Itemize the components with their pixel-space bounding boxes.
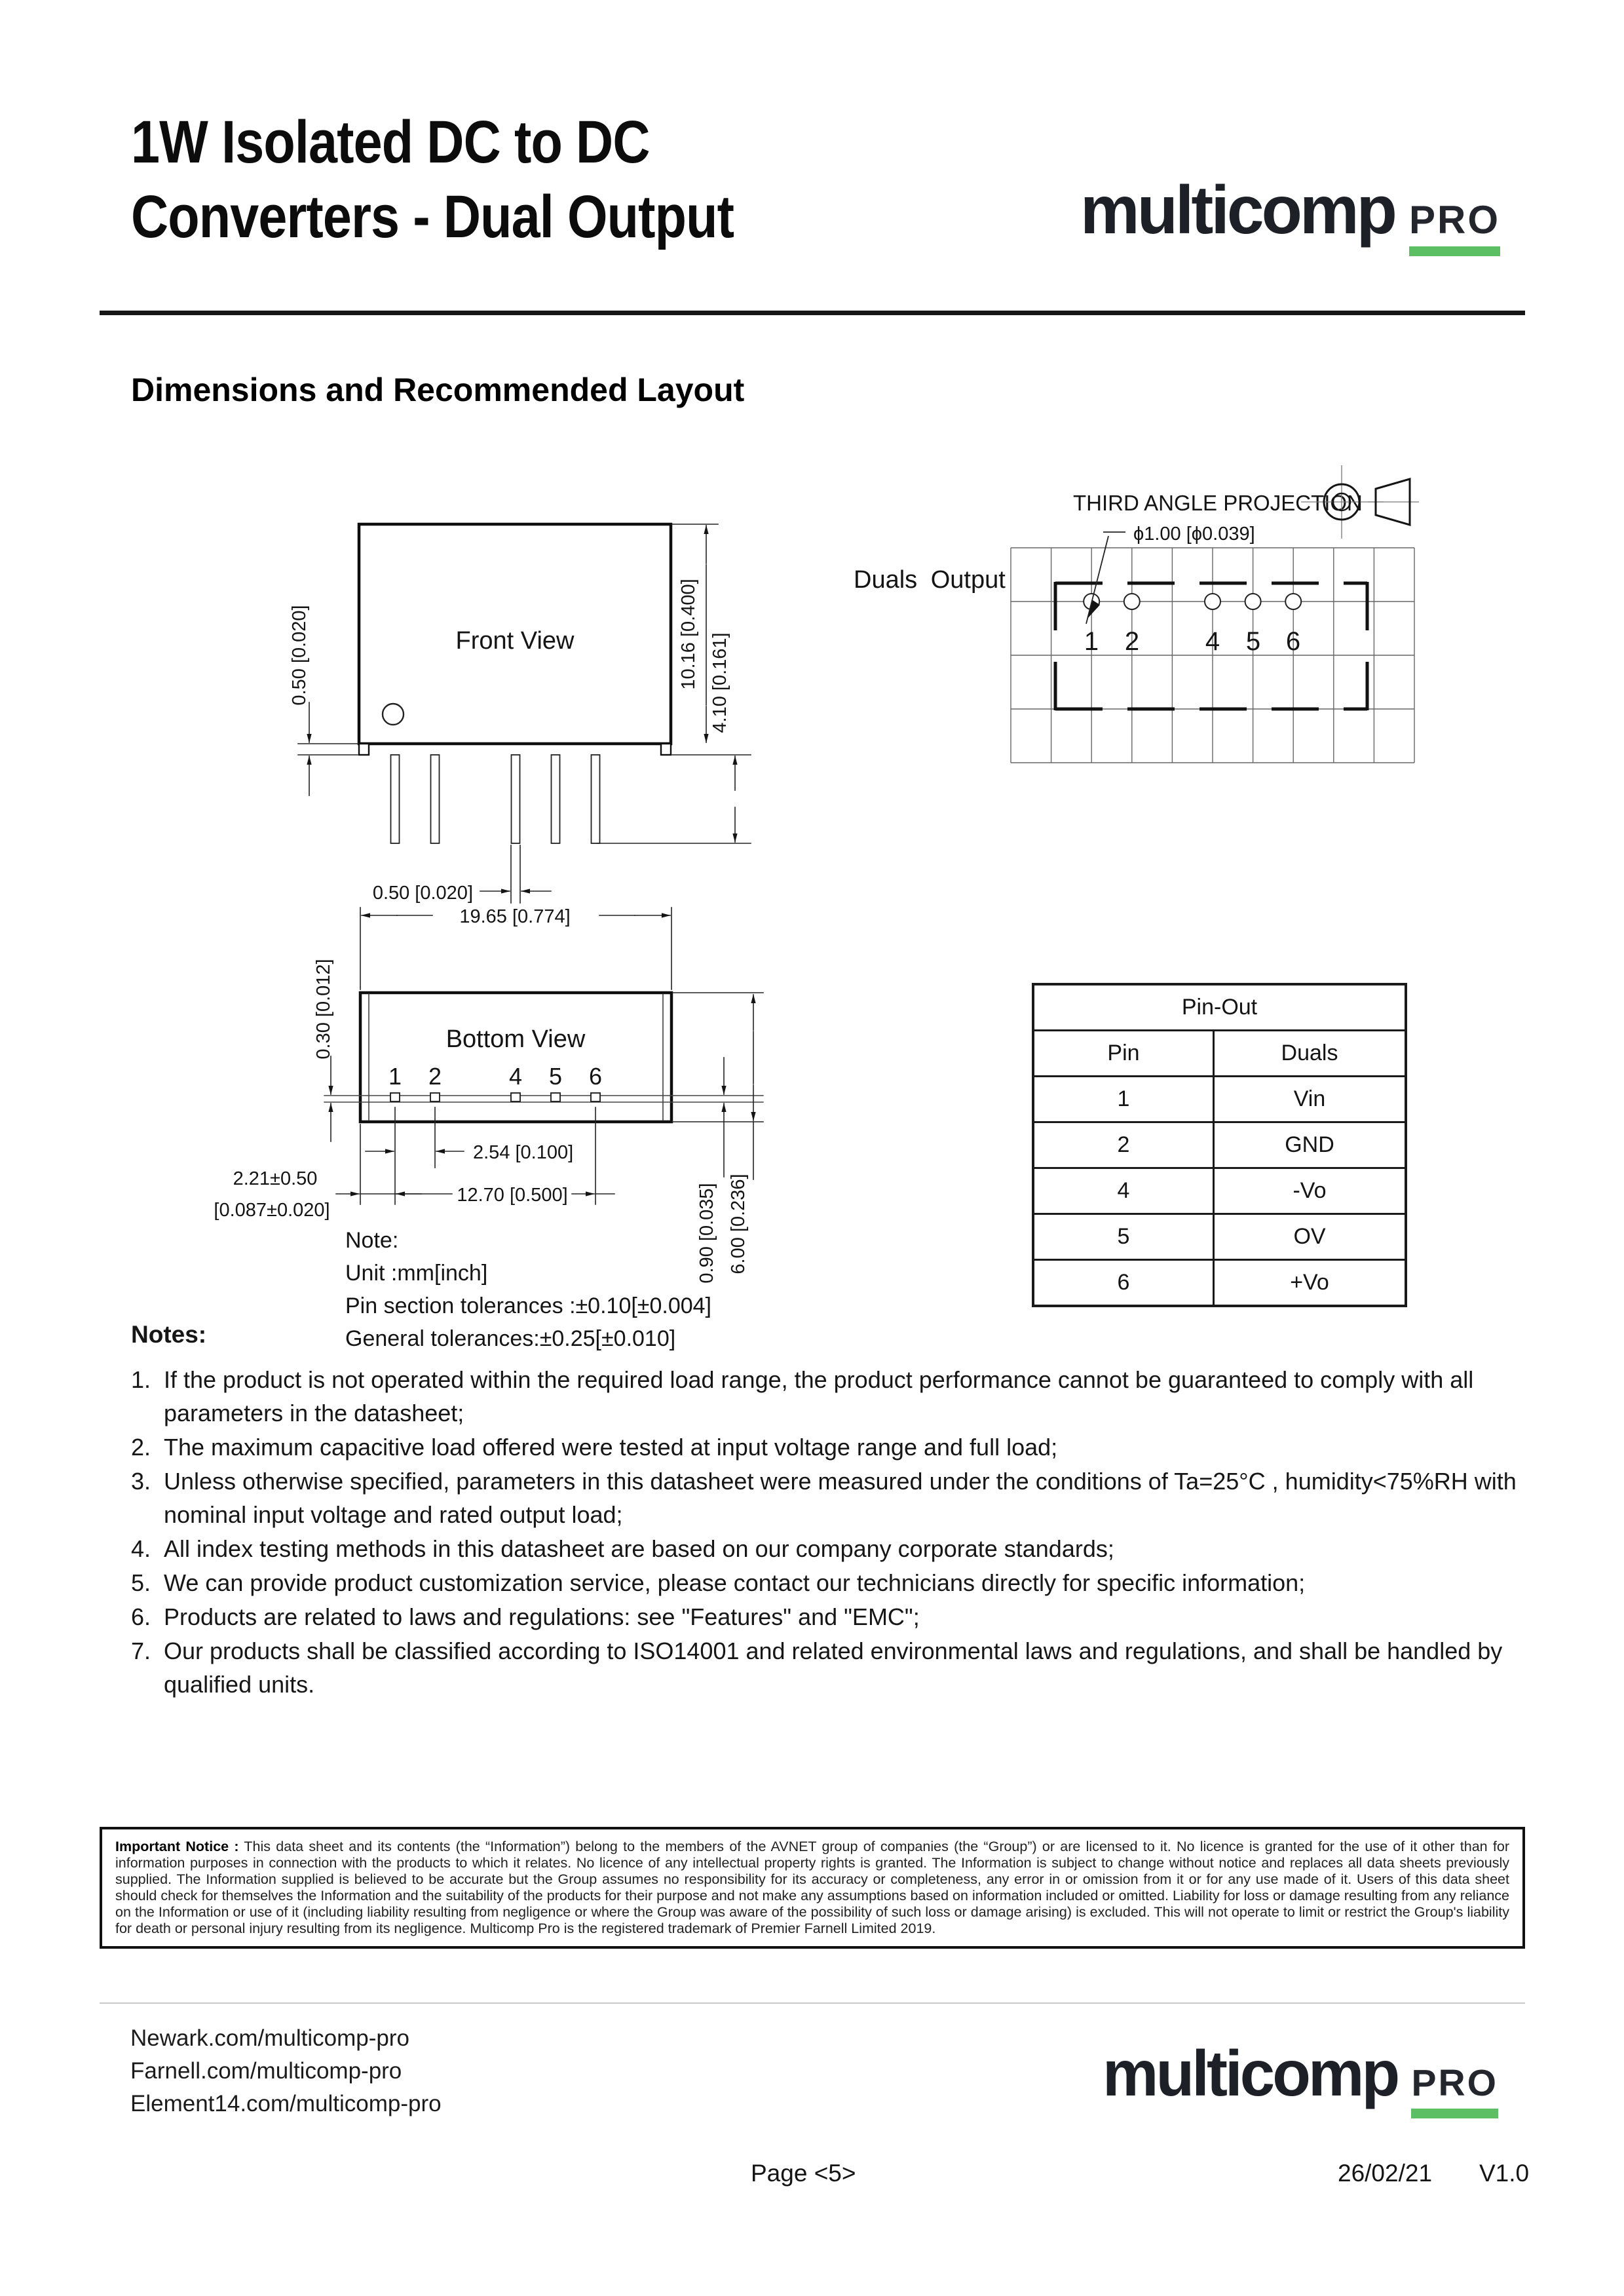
pin-function: GND [1214, 1122, 1407, 1168]
list-item: 5. We can provide product customization service, please contact our technicians directly for specific information; [131, 1569, 1306, 1596]
svg-text:5: 5 [548, 1063, 563, 1090]
drawing-note-general-tolerance: General tolerances:±0.25[±0.010] [345, 1326, 676, 1351]
pinout-col-duals: Duals [1214, 1031, 1407, 1077]
drawing-note-title: Note: [345, 1228, 399, 1253]
pin-function: +Vo [1214, 1260, 1407, 1307]
pinout-title-row [1033, 984, 1406, 1031]
bottom-dim-row-span: 12.70 [0.500] [457, 1185, 568, 1206]
bottom-dim-pin-thickness: 0.30 [0.012] [313, 959, 334, 1060]
important-notice-box [100, 1827, 1525, 1949]
brand-wordmark: multicomp [1103, 2037, 1398, 2109]
third-angle-label: THIRD ANGLE PROJECTION [1073, 491, 1363, 515]
duals-output-layout [854, 524, 1414, 763]
pinout-title: Pin-Out [1033, 984, 1406, 1031]
footer-links [130, 2022, 442, 2120]
bottom-dim-width: 19.65 [0.774] [459, 906, 571, 927]
notes-section [131, 1321, 1528, 1702]
drawing-note-pin-tolerance: Pin section tolerances :±0.10[±0.004] [345, 1293, 711, 1318]
hole-diameter-label: ϕ1.00 [ϕ0.039] [1133, 524, 1255, 545]
svg-text:6: 6 [1285, 627, 1301, 656]
footer-page-row [0, 2160, 1624, 2189]
table-row [1033, 1122, 1406, 1168]
list-item: 4. All index testing methods in this datasheet are based on our company corporate standards; [131, 1535, 1114, 1562]
page-title-line2: Converters - Dual Output [131, 183, 734, 250]
pinout-col-pin: Pin [1033, 1031, 1214, 1077]
bottom-dim-pin-to-edge: 0.90 [0.035] [696, 1183, 717, 1284]
bottom-view-pin-numbers [388, 1063, 602, 1090]
svg-text:2: 2 [1124, 627, 1140, 656]
front-dim-pin-length: 4.10 [0.161] [709, 632, 730, 733]
svg-text:4: 4 [508, 1063, 523, 1090]
important-notice-text: This data sheet and its contents (the “Information”) belong to the members of the AVNET group of companies (the “Group”) or are licensed to it. No licence is granted for the use of it other than for information purposes in connection with the products to which it relates. No licence of any intellectual property rights is granted. The Information is subject to change without notice and replaces all data sheets previously supplied. The Information supplied is believed to be accurate but the Group assumes no responsibility for its accuracy or completeness, any error in or omission from it or for any use made of it. Users of this data sheet should check for themselves the Information and the suitability of the products for their purpose and not make any assumptions based on information included or omitted. Liability for loss or damage resulting from any reliance on the Information or use of it (including liability resulting from negligence or where the Group was aware of the possibility of such loss or damage arising) is excluded. This will not operate to limit or restrict the Group's liability for death or personal injury resulting from its negligence. Multicomp Pro is the registered trademark of Premier Farnell Limited 2019. [115, 1839, 1509, 1936]
bottom-dim-pitch: 2.54 [0.100] [473, 1142, 574, 1163]
page-number: Page <5> [751, 2160, 856, 2187]
bottom-view-pins [390, 1093, 600, 1101]
page-title-line1: 1W Isolated DC to DC [131, 109, 650, 176]
section-heading: Dimensions and Recommended Layout [131, 372, 745, 408]
svg-text:6: 6 [588, 1063, 603, 1090]
front-dim-height: 10.16 [0.400] [678, 579, 699, 690]
front-dim-pin-width: 0.50 [0.020] [372, 883, 473, 904]
front-view-drawing [289, 524, 751, 904]
pinout-table [1032, 983, 1407, 1307]
bottom-dim-offset-mm: 2.21±0.50 [233, 1168, 318, 1189]
table-row [1033, 1077, 1406, 1122]
revision-date: 26/02/21 [1338, 2160, 1433, 2187]
revision-version: V1.0 [1479, 2160, 1530, 2187]
pin1-marker [383, 704, 404, 725]
footer-divider [100, 2002, 1525, 2004]
list-item: 2. The maximum capacitive load offered were tested at input voltage range and full load; [131, 1434, 1058, 1461]
drawing-note-unit: Unit :mm[inch] [345, 1261, 488, 1286]
list-item: 3. Unless otherwise specified, parameters in this datasheet were measured under the conditions of Ta=25°C , humidity<75%RH with nominal input voltage and rated output load; [131, 1468, 1517, 1528]
pin-number: 1 [1033, 1077, 1214, 1122]
pin-function: Vin [1214, 1077, 1407, 1122]
svg-text:1: 1 [388, 1063, 402, 1090]
important-notice-label: Important Notice : [115, 1839, 239, 1854]
front-dim-step: 0.50 [0.020] [289, 605, 310, 706]
brand-green-bar [1411, 2109, 1498, 2118]
brand-pro-label: PRO [1408, 198, 1500, 242]
pinout-header-row [1033, 1031, 1406, 1077]
table-row [1033, 1260, 1406, 1307]
front-view-label: Front View [455, 627, 575, 655]
svg-text:1: 1 [1084, 627, 1099, 656]
list-item: 7. Our products shall be classified according to ISO14001 and related environmental laws and regulations, and shall be handled by qualified units. [131, 1637, 1503, 1698]
svg-text:5: 5 [1245, 627, 1261, 656]
pin-number: 2 [1033, 1122, 1214, 1168]
list-item: 6. Products are related to laws and regulations: see "Features" and "EMC"; [131, 1603, 920, 1630]
list-item: 1. If the product is not operated within the required load range, the product performance cannot be guaranteed to comply with all parameters in the datasheet; [131, 1366, 1474, 1426]
table-row [1033, 1168, 1406, 1214]
brand-wordmark: multicomp [1080, 172, 1395, 248]
pin-number: 6 [1033, 1260, 1214, 1307]
pad-numbers [1084, 627, 1300, 656]
table-row [1033, 1214, 1406, 1260]
farnell-link[interactable]: Farnell.com/multicomp-pro [130, 2058, 402, 2084]
pin-function: -Vo [1214, 1168, 1407, 1214]
pin-function: OV [1214, 1214, 1407, 1260]
bottom-view-label: Bottom View [445, 1025, 586, 1053]
brand-pro-label: PRO [1411, 2062, 1498, 2104]
pin-number: 5 [1033, 1214, 1214, 1260]
svg-text:2: 2 [428, 1063, 442, 1090]
bottom-dim-offset-inch: [0.087±0.020] [214, 1200, 330, 1221]
bottom-dim-depth: 6.00 [0.236] [728, 1174, 749, 1274]
multicomp-pro-logo-footer [1103, 2037, 1498, 2118]
newark-link[interactable]: Newark.com/multicomp-pro [130, 2025, 409, 2051]
notes-heading: Notes: [131, 1321, 207, 1348]
element14-link[interactable]: Element14.com/multicomp-pro [130, 2091, 442, 2116]
pin-number: 4 [1033, 1168, 1214, 1214]
brand-pro-block [1411, 2061, 1498, 2118]
duals-output-label: Duals Output [854, 566, 1006, 594]
front-view-pins [391, 755, 600, 843]
svg-text:4: 4 [1205, 627, 1220, 656]
